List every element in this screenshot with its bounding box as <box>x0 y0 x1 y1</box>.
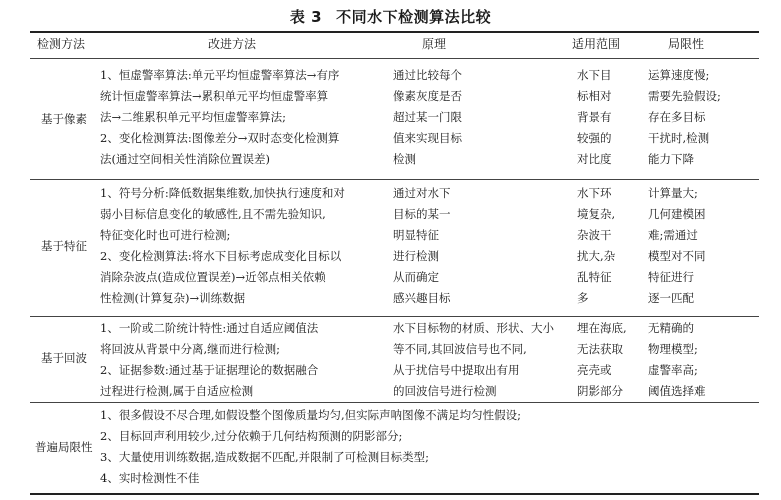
header-rule <box>30 58 759 59</box>
header-method: 检测方法 <box>37 37 86 51</box>
header-limitation: 局限性 <box>668 37 705 51</box>
table-title: 不同水下检测算法比较 <box>336 8 492 26</box>
table-caption <box>0 6 781 27</box>
principle-cell: 通过对水下 目标的某一 明显特征 进行检测 从而确定 感兴趣目标 <box>393 186 451 305</box>
scope-cell: 水下环 境复杂, 杂波干 扰大,杂 乱特征 多 <box>577 186 616 305</box>
scope-cell: 水下目 标相对 背景有 较强的 对比度 <box>577 68 612 166</box>
table-number: 表 3 <box>289 8 323 26</box>
bottom-rule <box>30 493 759 495</box>
limitation-cell: 运算速度慢; 需要先验假设; 存在多目标 干扰时,检测 能力下降 <box>648 68 721 166</box>
general-limitations-cell: 1、很多假设不尽合理,如假设整个图像质量均匀,但实际声呐图像不满足均匀性假设; 2、目标回声利用较少,过分依赖于几何结构预测的阴影部分; 3、大量使用训练数据,造成数据不匹配,并限制了可检测目标类型; 4、实时检测性不佳 <box>100 408 521 485</box>
row-divider-1 <box>30 179 759 180</box>
row-method-label: 基于回波 <box>41 351 87 365</box>
limitation-cell: 计算量大; 几何建模困 难;需通过 模型对不同 特征进行 逐一匹配 <box>648 186 706 305</box>
row-method-label: 基于特征 <box>41 239 87 253</box>
header-improvement: 改进方法 <box>208 37 257 51</box>
improvement-cell: 1、一阶或二阶统计特性:通过自适应阈值法 将回波从背景中分离,继而进行检测; 2、证据参数:通过基于证据理论的数据融合 过程进行检测,属于自适应检测 <box>100 321 319 398</box>
principle-cell: 通过比较每个 像素灰度是否 超过某一门限 值来实现目标 检测 <box>393 68 462 166</box>
header-principle: 原理 <box>422 37 447 51</box>
row-divider-2 <box>30 316 759 317</box>
improvement-cell: 1、符号分析:降低数据集维数,加快执行速度和对 弱小目标信息变化的敏感性,且不需先验知识, 特征变化时也可进行检测; 2、变化检测算法:将水下目标考虑成变化目标以 消除杂波点(造成位置误差)→近邻点相关依赖 性检测(计算复杂)→训练数据 <box>100 186 345 305</box>
scope-cell: 埋在海底, 无法获取 亮壳或 阴影部分 <box>577 321 627 398</box>
header-scope: 适用范围 <box>572 37 621 51</box>
top-rule <box>30 31 759 33</box>
improvement-cell: 1、恒虚警率算法:单元平均恒虚警率算法→有序 统计恒虚警率算法→累积单元平均恒虚警率算 法→二维累积单元平均恒虚警率算法; 2、变化检测算法:图像差分→双时态变化检测算 法(通过空间相关性消除位置误差) <box>100 68 340 166</box>
row-divider-3 <box>30 402 759 403</box>
limitation-cell: 无精确的 物理模型; 虚警率高; 阈值选择难 <box>648 321 706 398</box>
row-method-label: 基于像素 <box>41 112 87 126</box>
row-general-label: 普遍局限性 <box>35 440 93 454</box>
principle-cell: 水下目标物的材质、形状、大小 等不同,其回波信号也不同, 从于扰信号中提取出有用 的回波信号进行检测 <box>393 321 554 398</box>
